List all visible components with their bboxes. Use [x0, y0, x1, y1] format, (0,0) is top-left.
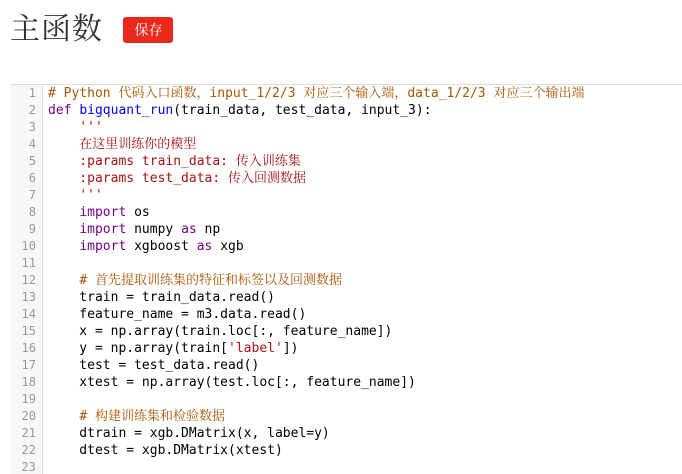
code-line[interactable] — [10, 272, 682, 289]
code-token-string: ''' — [48, 120, 103, 135]
line-number: 8 — [10, 204, 43, 221]
code-text[interactable] — [43, 272, 682, 289]
code-line[interactable] — [10, 136, 682, 153]
code-text[interactable] — [43, 102, 682, 119]
line-number: 10 — [10, 238, 43, 255]
code-token-def: bigquant_run — [79, 103, 174, 118]
page-header — [0, 0, 682, 48]
line-number: 17 — [10, 357, 43, 374]
code-token-plain — [48, 273, 79, 288]
code-token-plain: y = np.array(train[ — [48, 341, 229, 356]
code-text[interactable] — [43, 306, 682, 323]
line-number: 19 — [10, 391, 43, 408]
code-text[interactable] — [43, 459, 682, 474]
code-line[interactable] — [10, 255, 682, 272]
line-number: 4 — [10, 136, 43, 153]
code-line[interactable] — [10, 306, 682, 323]
code-line[interactable] — [10, 204, 682, 221]
code-text[interactable] — [43, 442, 682, 459]
code-token-comment: # Python 代码入口函数，input_1/2/3 对应三个输入端，data_1/2/3 对应三个输出端 — [48, 86, 585, 101]
code-text[interactable] — [43, 340, 682, 357]
code-text[interactable] — [43, 221, 682, 238]
code-token-plain: feature_name = m3.data.read() — [48, 307, 307, 322]
line-number: 7 — [10, 187, 43, 204]
code-line[interactable] — [10, 374, 682, 391]
code-token-plain: ]) — [282, 341, 299, 356]
code-token-plain: xgboost — [126, 239, 197, 254]
line-number: 15 — [10, 323, 43, 340]
code-text[interactable] — [43, 425, 682, 442]
code-line[interactable] — [10, 102, 682, 119]
code-line[interactable] — [10, 340, 682, 357]
code-text[interactable] — [43, 85, 682, 102]
code-line[interactable] — [10, 323, 682, 340]
code-text[interactable] — [43, 136, 682, 153]
code-token-keyword: as — [196, 239, 213, 254]
code-line[interactable] — [10, 391, 682, 408]
code-token-plain: dtest = xgb.DMatrix(xtest) — [48, 443, 283, 458]
code-text[interactable] — [43, 391, 682, 408]
code-line[interactable] — [10, 170, 682, 187]
code-token-plain: xgb — [212, 239, 244, 254]
line-number: 1 — [10, 85, 43, 102]
line-number: 16 — [10, 340, 43, 357]
line-number: 5 — [10, 153, 43, 170]
code-token-plain — [48, 205, 79, 220]
code-token-plain: os — [126, 205, 150, 220]
code-line[interactable] — [10, 187, 682, 204]
code-editor[interactable] — [10, 84, 682, 474]
code-text[interactable] — [43, 119, 682, 136]
code-token-keyword: import — [79, 205, 127, 220]
code-text[interactable] — [43, 408, 682, 425]
line-number: 22 — [10, 442, 43, 459]
code-line[interactable] — [10, 289, 682, 306]
code-text[interactable] — [43, 153, 682, 170]
page-title: 主函数 — [10, 13, 103, 46]
code-token-string: 'label' — [228, 341, 283, 356]
code-token-plain: test = test_data.read() — [48, 358, 260, 373]
code-token-keyword: def — [48, 103, 72, 118]
save-button[interactable]: 保存 — [123, 17, 173, 43]
code-line[interactable] — [10, 85, 682, 102]
line-number: 9 — [10, 221, 43, 238]
code-text[interactable] — [43, 357, 682, 374]
code-text[interactable] — [43, 170, 682, 187]
code-token-keyword: import — [79, 222, 127, 237]
code-text[interactable] — [43, 323, 682, 340]
line-number: 6 — [10, 170, 43, 187]
code-text[interactable] — [43, 238, 682, 255]
line-number: 21 — [10, 425, 43, 442]
code-line[interactable] — [10, 153, 682, 170]
line-number: 20 — [10, 408, 43, 425]
code-text[interactable] — [43, 204, 682, 221]
line-number: 14 — [10, 306, 43, 323]
code-token-comment: # 首先提取训练集的特征和标签以及回测数据 — [79, 273, 342, 288]
line-number: 18 — [10, 374, 43, 391]
line-number: 2 — [10, 102, 43, 119]
code-line[interactable] — [10, 119, 682, 136]
line-number: 3 — [10, 119, 43, 136]
code-token-plain: train = train_data.read() — [48, 290, 275, 305]
code-text[interactable] — [43, 255, 682, 272]
code-token-plain: (train_data, test_data, input_3): — [173, 103, 432, 118]
code-line[interactable] — [10, 425, 682, 442]
code-token-plain — [48, 409, 79, 424]
code-token-string: :params train_data: 传入训练集 — [48, 154, 301, 169]
line-number: 13 — [10, 289, 43, 306]
code-token-keyword: import — [79, 239, 127, 254]
code-token-string: ''' — [48, 188, 103, 203]
code-token-plain — [48, 239, 79, 254]
code-line[interactable] — [10, 238, 682, 255]
code-line[interactable] — [10, 221, 682, 238]
code-token-plain: np — [196, 222, 221, 237]
line-number: 23 — [10, 459, 43, 474]
code-line[interactable] — [10, 459, 682, 474]
code-token-string: 在这里训练你的模型 — [48, 137, 197, 152]
code-token-plain: dtrain = xgb.DMatrix(x, label=y) — [48, 426, 330, 441]
code-text[interactable] — [43, 187, 682, 204]
code-token-plain: x = np.array(train.loc[:, feature_name]) — [48, 324, 393, 339]
code-token-comment: # 构建训练集和检验数据 — [79, 409, 225, 424]
code-token-plain — [48, 222, 79, 237]
line-number: 12 — [10, 272, 43, 289]
code-line[interactable] — [10, 442, 682, 459]
code-text[interactable] — [43, 289, 682, 306]
code-token-plain: xtest = np.array(test.loc[:, feature_name]) — [48, 375, 416, 390]
code-line[interactable] — [10, 357, 682, 374]
line-number: 11 — [10, 255, 43, 272]
code-line[interactable] — [10, 408, 682, 425]
code-token-keyword: as — [181, 222, 197, 237]
code-text[interactable] — [43, 374, 682, 391]
code-token-plain: numpy — [126, 222, 182, 237]
code-token-string: :params test_data: 传入回测数据 — [48, 171, 307, 186]
